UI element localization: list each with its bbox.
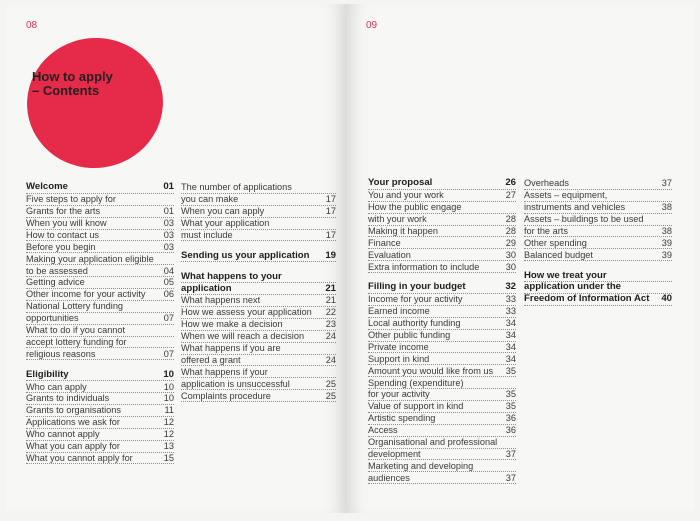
toc-entry-text: to be assessed — [26, 265, 88, 276]
toc-entry — [26, 325, 174, 337]
toc-entry — [524, 178, 672, 190]
toc-page-number: 19 — [325, 249, 336, 261]
toc-heading — [181, 271, 336, 283]
toc-page-number: 27 — [505, 190, 516, 201]
toc-entry-text: How to contact us — [26, 229, 100, 240]
toc-page-number: 30 — [505, 249, 516, 260]
toc-entry — [26, 230, 174, 242]
toc-page-number: 33 — [505, 306, 516, 317]
toc-entry — [181, 378, 336, 390]
toc-entry — [26, 337, 174, 349]
toc-entry — [181, 194, 336, 206]
toc-entry — [368, 190, 516, 202]
toc-entry-text: with your work — [368, 213, 427, 224]
toc-section — [368, 282, 516, 484]
toc-entry — [524, 249, 672, 261]
toc-heading — [181, 250, 336, 262]
toc-entry-text: accept lottery funding for — [26, 336, 127, 347]
toc-section — [181, 250, 336, 262]
toc-page-number: 21 — [325, 295, 336, 306]
red-circle-graphic — [19, 29, 172, 177]
toc-entry-text: Getting advice — [26, 277, 85, 288]
toc-entry-text: Your proposal — [368, 177, 433, 189]
toc-entry — [181, 331, 336, 343]
toc-entry-text: for the arts — [524, 225, 568, 236]
toc-entry — [368, 460, 516, 472]
toc-page-number: 24 — [325, 354, 336, 365]
right-page — [346, 4, 694, 513]
toc-entry-text: Grants for the arts — [26, 206, 101, 217]
toc-page-number: 12 — [163, 417, 174, 428]
toc-entry-text: What happens if you are — [181, 342, 281, 353]
toc-entry-text: Marketing and developing — [368, 460, 474, 471]
toc-entry-text: Assets – buildings to be used — [524, 213, 644, 224]
toc-entry — [368, 261, 516, 273]
page-title — [32, 70, 113, 98]
toc-entry-text: Earned income — [368, 306, 430, 317]
toc-entry-text: What happens to your — [181, 270, 282, 282]
page-number: 09 — [366, 20, 378, 31]
toc-page-number: 32 — [505, 281, 516, 293]
toc-page-number: 29 — [505, 237, 516, 248]
toc-entry-text: Applications we ask for — [26, 417, 120, 428]
toc-entry-text: opportunities — [26, 313, 79, 324]
toc-entry — [524, 202, 672, 214]
toc-entry-text: application under the — [524, 281, 622, 293]
toc-page-number: 07 — [163, 348, 174, 359]
toc-entry-text: Grants to organisations — [26, 405, 121, 416]
toc-entry — [524, 190, 672, 202]
toc-entry — [181, 343, 336, 355]
toc-section — [26, 182, 174, 360]
toc-entry — [368, 226, 516, 238]
toc-entry — [26, 381, 174, 393]
toc-entry-text: application is unsuccessful — [181, 378, 290, 389]
toc-page-number: 26 — [505, 177, 516, 189]
toc-entry-text: Before you begin — [26, 241, 96, 252]
toc-entry — [181, 390, 336, 402]
toc-page-number: 25 — [325, 378, 336, 389]
toc-page-number: 34 — [505, 329, 516, 340]
toc-heading — [524, 282, 672, 294]
toc-entry-text: religious reasons — [26, 348, 96, 359]
toc-entry-text: Sending us your application — [181, 249, 310, 261]
toc-page-number: 10 — [163, 368, 174, 380]
toc-entry-text: Assets – equipment, — [524, 190, 608, 201]
toc-entry-text: What you cannot apply for — [26, 452, 133, 463]
toc-column — [368, 178, 516, 493]
toc-page-number: 13 — [163, 441, 174, 451]
toc-entry — [26, 313, 174, 325]
toc-entry — [181, 319, 336, 331]
toc-entry — [181, 355, 336, 367]
toc-entry — [26, 453, 174, 465]
toc-entry-text: for your activity — [368, 389, 430, 400]
toc-entry-text: Making it happen — [368, 225, 438, 236]
toc-entry-text: Who cannot apply — [26, 429, 100, 440]
toc-entry-text: Complaints procedure — [181, 390, 271, 401]
toc-page-number: 38 — [661, 225, 672, 236]
toc-entry — [181, 366, 336, 378]
toc-entry-text: application — [181, 282, 232, 294]
toc-entry-text: offered a grant — [181, 354, 241, 365]
toc-entry — [368, 342, 516, 354]
toc-entry — [368, 472, 516, 484]
toc-entry — [524, 214, 672, 226]
toc-section — [26, 369, 174, 464]
toc-page-number: 33 — [505, 294, 516, 305]
toc-entry-text: Other public funding — [368, 329, 451, 340]
toc-heading — [368, 178, 516, 190]
toc-page-number: 36 — [505, 425, 516, 436]
toc-entry-text: Five steps to apply for — [26, 194, 116, 205]
toc-entry-text: audiences — [368, 472, 410, 483]
toc-entry-text: Welcome — [26, 181, 68, 193]
toc-page-number: 37 — [505, 472, 516, 483]
toc-entry — [26, 348, 174, 360]
toc-page-number: 06 — [163, 289, 174, 300]
toc-page-number: 03 — [163, 241, 174, 252]
toc-entry-text: Who can apply — [26, 381, 87, 392]
toc-entry-text: You and your work — [368, 190, 444, 201]
toc-page-number: 39 — [661, 249, 672, 260]
toc-entry-text: Evaluation — [368, 249, 411, 260]
toc-page-number: 23 — [325, 319, 336, 330]
toc-page-number: 38 — [661, 202, 672, 213]
toc-entry — [26, 194, 174, 206]
toc-page-number: 17 — [325, 194, 336, 205]
toc-entry — [26, 441, 174, 453]
toc-entry — [368, 365, 516, 377]
toc-section — [368, 178, 516, 273]
toc-entry-text: Access — [368, 425, 398, 436]
toc-entry — [368, 306, 516, 318]
toc-entry — [524, 226, 672, 238]
toc-entry — [26, 405, 174, 417]
toc-entry — [368, 401, 516, 413]
toc-page-number: 17 — [325, 206, 336, 217]
toc-page-number: 12 — [163, 429, 174, 440]
toc-entry-text: instruments and vehicles — [524, 202, 626, 213]
toc-entry — [368, 294, 516, 306]
toc-page-number: 01 — [163, 206, 174, 217]
toc-entry — [181, 218, 336, 230]
toc-page-number: 28 — [505, 213, 516, 224]
toc-entry — [26, 277, 174, 289]
toc-entry-text: Other income for your activity — [26, 289, 146, 300]
toc-entry — [181, 182, 336, 194]
toc-entry — [368, 437, 516, 449]
toc-entry-text: Filling in your budget — [368, 281, 466, 293]
left-page — [6, 4, 346, 513]
toc-entry — [368, 249, 516, 261]
toc-page-number: 03 — [163, 217, 174, 228]
toc-entry — [26, 429, 174, 441]
toc-entry-text: Artistic spending — [368, 413, 436, 424]
toc-page-number: 04 — [163, 265, 174, 276]
toc-page-number: 34 — [505, 318, 516, 329]
toc-entry-text: Freedom of Information Act — [524, 293, 650, 305]
toc-entry — [181, 307, 336, 319]
toc-entry — [524, 237, 672, 249]
toc-entry — [26, 253, 174, 265]
toc-entry — [368, 353, 516, 365]
toc-section — [181, 271, 336, 402]
toc-page-number: 11 — [164, 405, 174, 416]
toc-page-number: 21 — [325, 282, 336, 294]
toc-entry-text: Grants to individuals — [26, 393, 110, 404]
toc-entry — [181, 230, 336, 242]
toc-entry — [26, 301, 174, 313]
title-line: – Contents — [32, 83, 100, 98]
toc-page-number: 25 — [325, 390, 336, 401]
toc-section — [181, 182, 336, 241]
toc-entry-text: Overheads — [524, 178, 569, 189]
toc-entry-text: What your application — [181, 217, 270, 228]
toc-entry — [181, 206, 336, 218]
toc-entry — [368, 214, 516, 226]
toc-entry — [368, 318, 516, 330]
toc-entry-text: you can make — [181, 194, 239, 205]
toc-page-number: 34 — [505, 353, 516, 364]
toc-entry — [26, 206, 174, 218]
toc-entry — [368, 377, 516, 389]
toc-entry-text: What happens next — [181, 295, 261, 306]
toc-page-number: 01 — [163, 181, 174, 193]
page-number: 08 — [26, 20, 38, 31]
toc-entry-text: Extra information to include — [368, 261, 480, 272]
toc-page-number: 37 — [505, 448, 516, 459]
toc-column — [181, 182, 336, 411]
toc-entry — [368, 425, 516, 437]
toc-section — [524, 270, 672, 306]
toc-column — [524, 178, 672, 315]
toc-entry-text: Making your application eligible — [26, 253, 154, 264]
toc-entry-text: When you can apply — [181, 206, 265, 217]
toc-page-number: 37 — [661, 178, 672, 189]
toc-entry — [26, 265, 174, 277]
toc-entry-text: Local authority funding — [368, 318, 461, 329]
toc-heading — [26, 369, 174, 381]
toc-entry-text: What you can apply for — [26, 441, 120, 451]
toc-section — [524, 178, 672, 261]
toc-heading — [26, 182, 174, 194]
toc-entry — [181, 295, 336, 307]
toc-entry-text: What happens if your — [181, 366, 268, 377]
toc-entry-text: When we will reach a decision — [181, 331, 305, 342]
toc-page-number: 28 — [505, 225, 516, 236]
toc-page-number: 36 — [505, 413, 516, 424]
toc-heading — [524, 294, 672, 306]
toc-page-number: 03 — [163, 229, 174, 240]
toc-page-number: 35 — [505, 389, 516, 400]
toc-page-number: 24 — [325, 331, 336, 342]
toc-entry-text: Value of support in kind — [368, 401, 464, 412]
toc-entry — [26, 417, 174, 429]
toc-entry — [368, 389, 516, 401]
toc-entry-text: How we assess your application — [181, 307, 312, 318]
toc-entry-text: Support in kind — [368, 353, 430, 364]
toc-entry — [26, 289, 174, 301]
toc-entry — [26, 393, 174, 405]
toc-entry-text: development — [368, 448, 421, 459]
toc-entry-text: Income for your activity — [368, 294, 463, 305]
toc-page-number: 10 — [163, 381, 174, 392]
toc-entry — [368, 237, 516, 249]
toc-page-number: 07 — [163, 313, 174, 324]
toc-column — [26, 182, 174, 473]
toc-entry-text: Organisational and professional — [368, 437, 498, 447]
toc-page-number: 30 — [505, 261, 516, 272]
toc-entry — [26, 241, 174, 253]
toc-page-number: 40 — [661, 293, 672, 305]
toc-entry-text: How we treat your — [524, 269, 607, 281]
toc-entry — [26, 218, 174, 230]
toc-entry-text: National Lottery funding — [26, 301, 124, 312]
toc-entry-text: What to do if you cannot — [26, 324, 126, 335]
toc-entry-text: How the public engage — [368, 202, 462, 213]
toc-entry-text: Eligibility — [26, 368, 69, 380]
toc-entry — [368, 449, 516, 461]
toc-heading — [524, 270, 672, 282]
toc-page-number: 05 — [163, 277, 174, 288]
title-line: How to apply — [32, 69, 113, 84]
toc-entry — [368, 413, 516, 425]
toc-entry-text: Spending (expenditure) — [368, 377, 464, 388]
toc-entry-text: When you will know — [26, 217, 107, 228]
toc-entry-text: Private income — [368, 341, 429, 352]
toc-page-number: 15 — [163, 452, 174, 463]
toc-entry-text: must include — [181, 229, 233, 240]
toc-entry — [368, 202, 516, 214]
toc-heading — [368, 282, 516, 294]
toc-entry-text: Finance — [368, 237, 401, 248]
toc-page-number: 35 — [505, 401, 516, 412]
toc-entry-text: Amount you would like from us — [368, 365, 494, 376]
toc-page-number: 17 — [325, 229, 336, 240]
toc-entry-text: Other spending — [524, 237, 587, 248]
toc-page-number: 10 — [163, 393, 174, 404]
toc-entry — [368, 330, 516, 342]
toc-entry-text: How we make a decision — [181, 319, 283, 330]
toc-page-number: 22 — [325, 307, 336, 318]
toc-entry-text: The number of applications — [181, 182, 292, 193]
toc-page-number: 34 — [505, 341, 516, 352]
toc-heading — [181, 283, 336, 295]
toc-entry-text: Balanced budget — [524, 249, 593, 260]
toc-page-number: 39 — [661, 237, 672, 248]
toc-page-number: 35 — [505, 365, 516, 376]
